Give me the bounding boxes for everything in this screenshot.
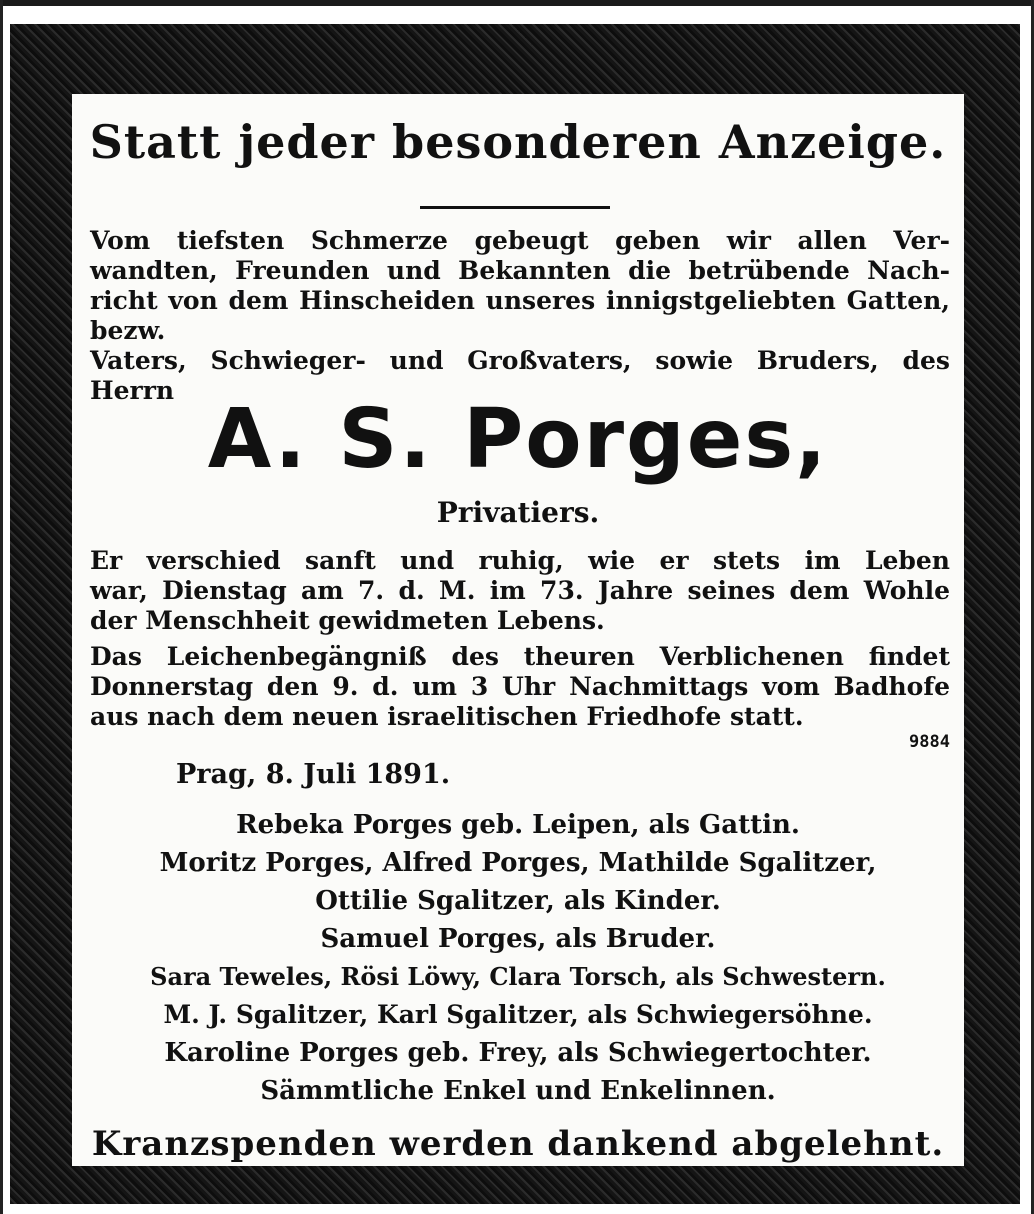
- reference-number: 9884: [909, 732, 950, 752]
- intro-line: Vom tiefsten Schmerze gebeugt geben wir allen Ver-: [90, 226, 950, 255]
- top-rule: [0, 0, 1034, 6]
- funeral-line: Donnerstag den 9. d. um 3 Uhr Nachmittags vom Badhofe: [90, 672, 950, 701]
- heading-divider: [420, 206, 610, 209]
- signers-list: [72, 806, 964, 1110]
- signer-line: M. J. Sgalitzer, Karl Sgalitzer, als Schwiegersöhne.: [163, 1000, 873, 1029]
- funeral-line: aus nach dem neuen israelitischen Friedhofe statt.: [90, 702, 804, 731]
- mourning-border-frame: [10, 24, 1020, 1204]
- left-edge-rule: [0, 0, 3, 1214]
- signer-line: Moritz Porges, Alfred Porges, Mathilde Sgalitzer,: [159, 848, 877, 878]
- funeral-line: Das Leichenbegängniß des theuren Verblichenen findet: [90, 642, 950, 671]
- signer-line: Sara Teweles, Rösi Löwy, Clara Torsch, als Schwestern.: [150, 962, 886, 991]
- intro-line: Vaters, Schwieger- und Großvaters, sowie Bruders, des Herrn: [90, 346, 950, 405]
- place-date: Prag, 8. Juli 1891.: [176, 759, 451, 790]
- signer-line: Ottilie Sgalitzer, als Kinder.: [315, 886, 721, 916]
- death-line: war, Dienstag am 7. d. M. im 73. Jahre seines dem Wohle: [90, 576, 950, 605]
- notice-body: [72, 94, 964, 1166]
- signer-line: Samuel Porges, als Bruder.: [320, 924, 716, 954]
- deceased-name: A. S. Porges,: [207, 392, 829, 487]
- intro-line: wandten, Freunden und Bekannten die betrübende Nach-: [90, 256, 950, 285]
- signer-line: Karoline Porges geb. Frey, als Schwiegertochter.: [164, 1038, 872, 1068]
- intro-line: richt von dem Hinscheiden unseres innigstgeliebten Gatten, bezw.: [90, 286, 950, 345]
- death-line: Er verschied sanft und ruhig, wie er stets im Leben: [90, 546, 950, 575]
- death-line: der Menschheit gewidmeten Lebens.: [90, 606, 605, 635]
- notice-heading: Statt jeder besonderen Anzeige.: [89, 115, 947, 169]
- signer-line: Rebeka Porges geb. Leipen, als Gattin.: [236, 810, 800, 840]
- signer-line: Sämmtliche Enkel und Enkelinnen.: [260, 1076, 776, 1106]
- closing-note: Kranzspenden werden dankend abgelehnt.: [91, 1124, 945, 1164]
- funeral-paragraph: [90, 642, 950, 732]
- deceased-title: Privatiers.: [436, 496, 600, 529]
- intro-paragraph: [90, 226, 950, 406]
- death-paragraph: [90, 546, 950, 636]
